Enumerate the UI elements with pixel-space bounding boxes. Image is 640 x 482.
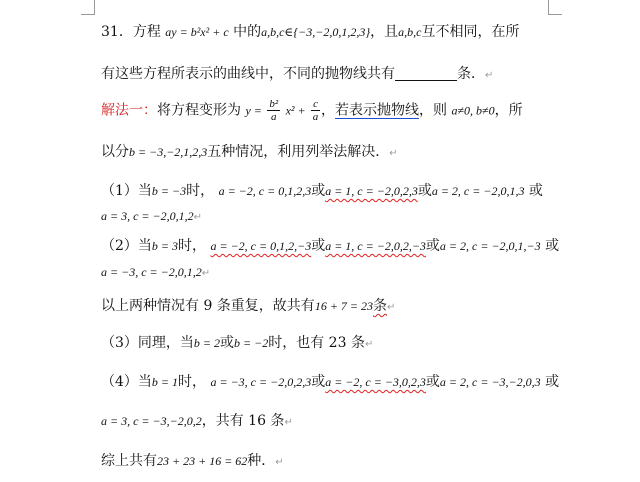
- question-line-2: 有这些方程所表示的曲线中，不同的抛物线共有 条．↵: [101, 66, 494, 82]
- solution-line-2: 以分b = −3,−2,1,2,3五种情况，利用列举法解决．↵: [101, 144, 398, 160]
- question-number: 31．: [101, 24, 133, 40]
- fraction-c-over-a: $\frac{c}{a}$: [312, 98, 319, 123]
- case-1-line-2: a = 3, c = −2,0,1,2↵: [101, 209, 203, 223]
- crop-mark-left-h: [81, 14, 95, 15]
- crop-mark-right: [548, 0, 549, 14]
- total-line: 综上共有23 + 23 + 16 = 62种．↵: [101, 453, 284, 469]
- crop-mark-right-h: [548, 14, 562, 15]
- paragraph-mark: ↵: [485, 70, 494, 81]
- crop-mark-left: [94, 0, 95, 14]
- case-4-line-1: （4）当b = 1时， a = −3, c = −2,0,2,3或a = −2, c = −3,0,2,3或a = 2, c = −3,−2,0,3 或: [101, 374, 560, 390]
- case-3-line: （3）同理，当b = 2或b = −2时，也有 23 条↵: [101, 335, 374, 351]
- fraction-b2-over-a: $\frac{\text{b²}}{a}$: [269, 98, 279, 123]
- case-4-line-2: a = 3, c = −3,−2,0,2，共有 16 条↵: [101, 413, 293, 429]
- equation: ay = b²x² + c: [165, 25, 229, 39]
- solution-label: 解法一：: [101, 102, 157, 119]
- underlined-phrase: 若表示抛物线: [334, 102, 419, 119]
- case-1-line-1: （1）当b = −3时， a = −2, c = 0,1,2,3或a = 1, c = −2,0,2,3或a = 2, c = −2,0,1,3 或: [101, 183, 543, 199]
- answer-blank: [395, 66, 457, 81]
- case-2-line-2: a = −3, c = −2,0,1,2↵: [101, 265, 211, 279]
- summary-line: 以上两种情况有 9 条重复，故共有16 + 7 = 23条↵: [101, 298, 396, 314]
- solution-line-1: 解法一：将方程变形为 y = $\frac{\text{b²}}{a}$ x² + $\frac{c}{a}$ ，若表示抛物线，则 a≠0, b≠0，所: [101, 98, 523, 123]
- value-set: a,b,c∈{−3,−2,0,1,2,3}: [261, 25, 371, 39]
- question-line-1: 31．方程 ay = b²x² + c 中的a,b,c∈{−3,−2,0,1,2,3}，且a,b,c互不相同，在所: [101, 24, 520, 40]
- case-2-line-1: （2）当b = 3时， a = −2, c = 0,1,2,−3或a = 1, c = −2,0,2,−3或a = 2, c = −2,0,1,−3 或: [101, 238, 560, 254]
